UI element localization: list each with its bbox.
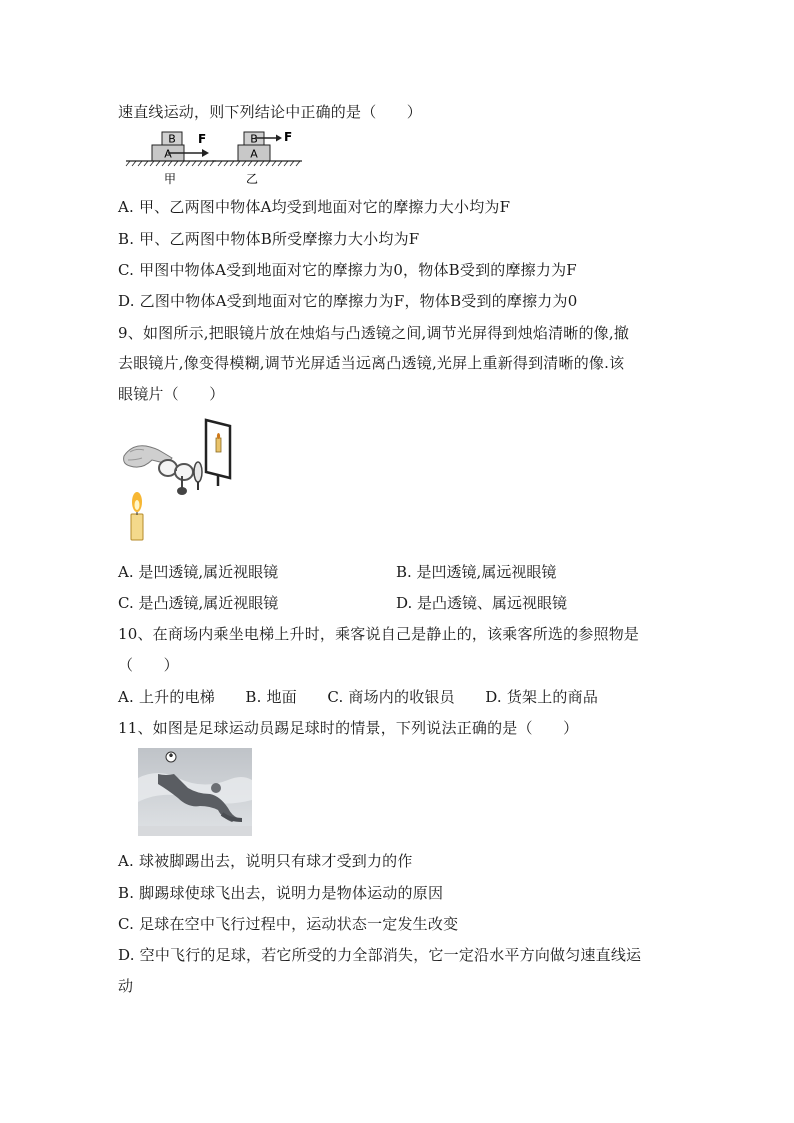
block-b-yi-label: B bbox=[250, 132, 258, 146]
block-a-yi-label: A bbox=[250, 147, 258, 161]
q8-option-d: D. 乙图中物体A受到地面对它的摩擦力为F，物体B受到的摩擦力为0 bbox=[118, 292, 578, 310]
candle-icon bbox=[131, 514, 143, 540]
q11-option-c: C. 足球在空中飞行过程中，运动状态一定发生改变 bbox=[118, 915, 459, 933]
glasses-lens-right bbox=[175, 464, 193, 480]
q11-option-d: D. 空中飞行的足球，若它所受的力全部消失，它一定沿水平方向做匀速直线运 bbox=[118, 946, 642, 964]
block-b-jia-label: B bbox=[168, 132, 176, 146]
figure-yi bbox=[212, 130, 302, 186]
q9-option-d: D. 是凸透镜、属远视眼镜 bbox=[396, 594, 568, 612]
q9-option-a: A. 是凹透镜,属近视眼镜 bbox=[118, 563, 279, 581]
force-arrow-jia bbox=[202, 149, 209, 157]
q9-option-c: C. 是凸透镜,属近视眼镜 bbox=[118, 594, 279, 612]
candle-image-on-screen bbox=[216, 438, 221, 452]
q10-stem-line-1: 10、在商场内乘坐电梯上升时，乘客说自己是静止的，该乘客所选的参照物是 bbox=[118, 625, 640, 643]
q8-option-c: C. 甲图中物体A受到地面对它的摩擦力为0，物体B受到的摩擦力为F bbox=[118, 261, 577, 279]
q9-lens-figure bbox=[120, 416, 240, 544]
figure-jia bbox=[126, 132, 216, 186]
q11-football-photo bbox=[138, 748, 252, 836]
q11-option-d-cont: 动 bbox=[118, 977, 134, 995]
q8-option-a: A. 甲、乙两图中物体A均受到地面对它的摩擦力大小均为F bbox=[118, 198, 511, 216]
caption-jia: 甲 bbox=[163, 172, 177, 186]
caption-yi: 乙 bbox=[245, 172, 259, 186]
q9-stem-line-1: 9、如图所示,把眼镜片放在烛焰与凸透镜之间,调节光屏得到烛焰清晰的像,撤 bbox=[118, 324, 630, 342]
q9-stem-line-3: 眼镜片（ ） bbox=[118, 385, 225, 403]
q8-option-b: B. 甲、乙两图中物体B所受摩擦力大小均为F bbox=[118, 230, 420, 248]
force-label-jia: F bbox=[198, 132, 207, 146]
convex-lens-icon bbox=[194, 462, 202, 482]
q9-option-b: B. 是凹透镜,属远视眼镜 bbox=[396, 563, 557, 581]
q10-stem-line-2: （ ） bbox=[118, 656, 179, 674]
q11-option-a: A. 球被脚踢出去，说明只有球才受到力的作 bbox=[118, 852, 413, 870]
q11-option-b: B. 脚踢球使球飞出去，说明力是物体运动的原因 bbox=[118, 884, 444, 902]
force-label-yi: F bbox=[284, 130, 293, 144]
q10-options: A. 上升的电梯 B. 地面 C. 商场内的收银员 D. 货架上的商品 bbox=[118, 688, 599, 706]
q8-stem-tail: 速直线运动，则下列结论中正确的是（ ） bbox=[118, 103, 423, 121]
lens-stand bbox=[177, 487, 187, 495]
q11-stem: 11、如图是足球运动员踢足球时的情景，下列说法正确的是（ ） bbox=[118, 719, 579, 737]
q8-block-figure bbox=[124, 128, 304, 188]
q9-stem-line-2: 去眼镜片,像变得模糊,调节光屏适当远离凸透镜,光屏上重新得到清晰的像.该 bbox=[118, 354, 625, 372]
block-a-jia-label: A bbox=[164, 147, 172, 161]
force-arrow-yi bbox=[276, 135, 282, 142]
